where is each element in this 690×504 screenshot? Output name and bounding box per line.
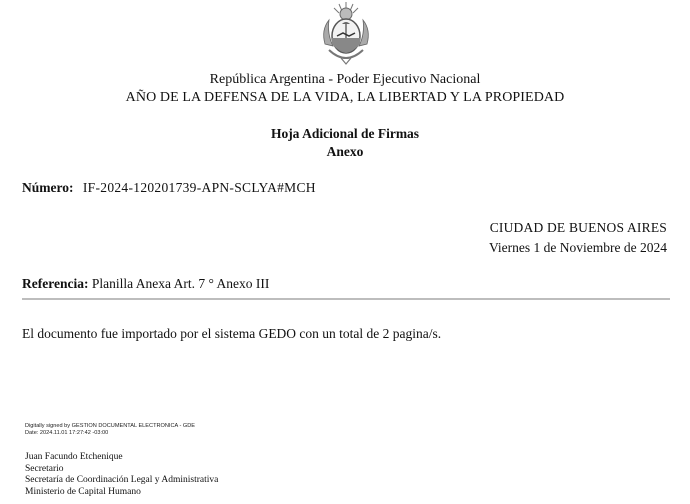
signer-office: Secretaría de Coordinación Legal y Administrativa	[25, 475, 219, 486]
signer-name: Juan Facundo Etchenique	[25, 452, 123, 462]
document-number	[22, 180, 316, 196]
digital-signature-line: Digitally signed by GESTION DOCUMENTAL ELECTRONICA - GDE	[25, 423, 196, 429]
reference	[22, 276, 269, 292]
document-subtitle: Anexo	[326, 144, 364, 159]
document-number-value: IF-2024-120201739-APN-SCLYA#MCH	[82, 180, 316, 195]
document-number-label: Número:	[22, 180, 74, 195]
reference-value: Planilla Anexa Art. 7 ° Anexo III	[91, 276, 270, 291]
header-year-motto: AÑO DE LA DEFENSA DE LA VIDA, LA LIBERTAD Y LA PROPIEDAD	[125, 90, 565, 105]
body-text: El documento fue importado por el sistema GEDO con un total de 2 pagina/s.	[22, 326, 442, 341]
digital-signature-stamp	[25, 423, 195, 437]
signer-role: Secretario	[25, 463, 64, 474]
digital-signature-date: Date: 2024.11.01 17:27:42 -03:00	[25, 430, 109, 436]
date: Viernes 1 de Noviembre de 2024	[488, 240, 667, 255]
header-republic: República Argentina - Poder Ejecutivo Nacional	[209, 72, 481, 87]
signer-ministry: Ministerio de Capital Humano	[25, 487, 141, 498]
city: CIUDAD DE BUENOS AIRES	[489, 220, 667, 235]
reference-label: Referencia:	[22, 276, 89, 291]
document-title: Hoja Adicional de Firmas	[270, 126, 420, 141]
coat-of-arms-icon	[319, 0, 373, 66]
divider	[22, 298, 670, 300]
signer-block	[25, 452, 218, 499]
